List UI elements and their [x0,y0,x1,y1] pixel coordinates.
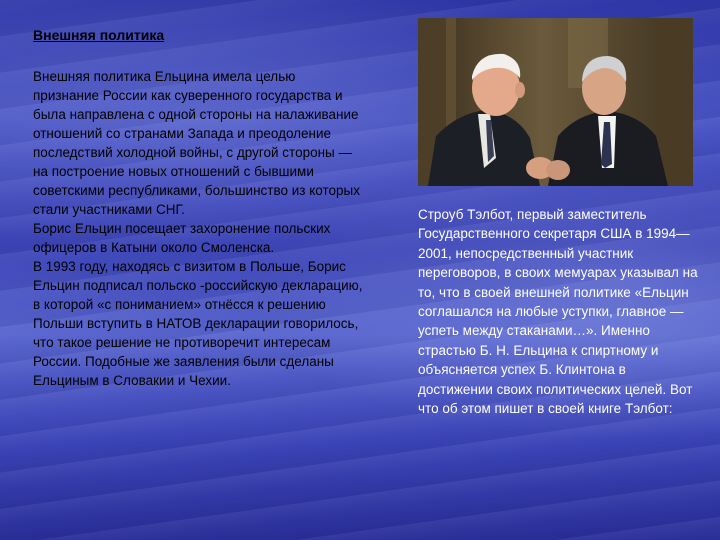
paragraph-poland-1993: В 1993 году, находясь с визитом в Польше, Борис Ельцин подписал польско -российскую декларацию, в которой «с пониманием» отнёсся к решению Польши вступить в НАТОВ декларации говорилось, что такое решение не противоречит интересам России. Подобные же заявления были сделаны Ельциным в Словакии и Чехии. [33,259,363,388]
photo-yeltsin-clinton [418,18,693,186]
left-text-block [33,67,363,390]
paragraph-katyn: Борис Ельцин посещает захоронение польских офицеров в Катыни около Смоленска. [33,221,331,255]
paragraph-foreign-policy: Внешняя политика Ельцина имела целью признание России как суверенного государства и была направлена с одной стороны на налаживание отношений со странами Запада и преодоление последствий холодной войны, с другой стороны — на построение новых отношений с бывшими советскими республиками, большинство из которых стали участниками СНГ. [33,69,360,217]
paragraph-talbott: Строуб Тэлбот, первый заместитель Государственного секретаря США в 1994—2001, непосредственный участник переговоров, в своих мемуарах указывал на то, что в своей внешней политике «Ельцин соглашался на любые уступки, главное — успеть между стаканами…». Именно страстью Б. Н. Ельцина к спиртному и объясняется успех Б. Клинтона в достижении своих политических целей. Вот что об этом пишет в своей книге Тэлбот: [418,207,698,417]
slide-title: Внешняя политика [33,27,165,43]
right-text-block [418,205,698,418]
